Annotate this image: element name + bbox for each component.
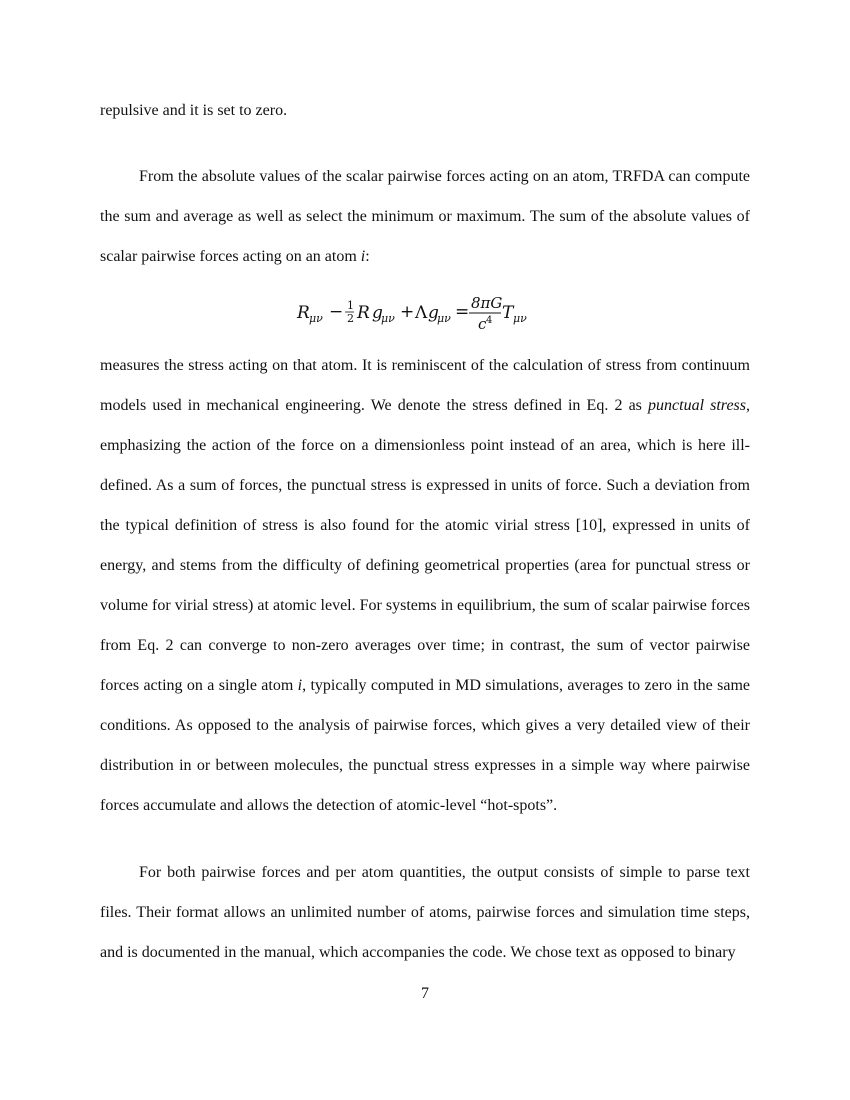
paragraph-text: measures the stress acting on that atom. It is reminiscent of the calculation of stress from continuum models used in mechanical engineering. We denote the stress defined in Eq. 2 as [100,357,750,414]
eq-equals: = [455,302,470,322]
paragraph-text: For both pairwise forces and per atom quantities, the output consists of simple to parse text files. Their format allows an unlimited number of atoms, pairwise forces and simulation time steps, and is documented in the manual, which accompanies the code. We chose text as opposed to binary [100,864,750,961]
eq-half-den: 2 [347,312,354,325]
paragraph-text-end: : [365,248,370,265]
equation-2 [0,290,850,334]
eq-metric: g [372,303,383,323]
eq-subscript: μν [437,312,451,325]
paragraph-text: , emphasizing the action of the force on a dimensionless point instead of an area, which is here ill-defined. As a sum of forces, the punctual stress is expressed in units of force. Such a deviation from the typical definition of stress is also found for the atomic virial stress [10], expressed in units of energy, and stems from the difficulty of defining geometrical properties (area for punctual stress or volume for virial stress) at atomic level. For systems in equilibrium, the sum of scalar pairwise forces from Eq. 2 can converge to non-zero averages over time; in contrast, the sum of vector pairwise forces acting on a single atom [100,397,750,694]
eq-ricci-symbol: R [297,303,310,323]
emphasized-term: punctual stress [648,397,746,414]
paragraph-punctual-stress [100,346,750,826]
paragraph-text: repulsive and it is set to zero. [100,102,288,119]
page-number: 7 [421,985,429,1002]
paragraph-continuation [100,91,750,131]
eq-tensor-t: T [502,303,514,323]
eq-frac-numerator: 8πG [471,294,503,312]
eq-frac-exponent: 4 [486,315,493,326]
paragraph-text: From the absolute values of the scalar pairwise forces acting on an atom, TRFDA can compute the sum and average as well as select the minimum or maximum. The sum of the absolute values of scalar pairwise forces acting on an atom [100,168,750,265]
eq-half-num: 1 [347,299,354,312]
eq-frac-denominator: c [478,315,487,333]
eq-minus: − [329,302,344,322]
equation-svg [0,290,850,334]
eq-plus: + [400,302,415,322]
eq-metric-2: g [428,303,439,323]
eq-subscript: μν [309,312,323,325]
eq-subscript: μν [381,312,395,325]
atom-index-variable: i [297,677,303,694]
paragraph-text: , typically computed in MD simulations, averages to zero in the same conditions. As opposed to the analysis of pairwise forces, which gives a very detailed view of their distribution in or between molecules, the punctual stress expresses in a simple way where pairwise forces accumulate and allows the detection of atomic-level “hot-spots”. [100,677,750,814]
eq-subscript: μν [513,312,527,325]
paragraph-sum-forces [100,157,750,277]
paragraph-output-format [100,853,750,973]
eq-ricci-scalar: R [357,303,370,323]
atom-index-variable: i [360,248,366,265]
eq-lambda: Λ [415,303,428,323]
